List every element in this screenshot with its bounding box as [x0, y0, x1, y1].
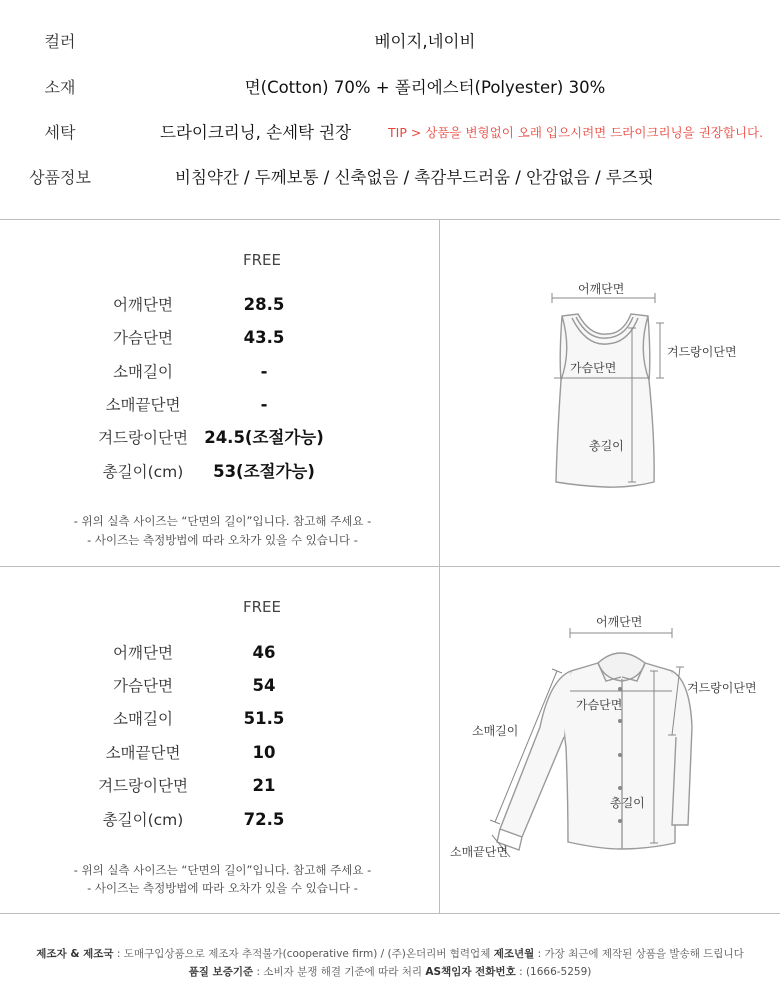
info-row-product — [0, 163, 780, 193]
divider-bottom — [0, 913, 780, 914]
material-label: 소재 — [44, 78, 76, 97]
info-row-wash — [0, 118, 780, 148]
shirt-row-cuff — [0, 738, 439, 768]
shirt-diagram-sleeve-label: 소매길이 — [472, 724, 519, 738]
footer-year-value: : 가장 최근에 제작된 상품을 발송해 드립니다 — [534, 948, 744, 960]
vest-value-armhole: 24.5(조절가능) — [204, 428, 324, 447]
shirt-note-2: - 사이즈는 측정방법에 따라 오차가 있을 수 있습니다 - — [87, 881, 358, 895]
divider-vertical-bottom — [439, 567, 440, 913]
divider-vertical-top — [439, 220, 440, 566]
vest-size-header: FREE — [242, 251, 281, 269]
shirt-row-sleeve — [0, 704, 439, 734]
color-label: 컬러 — [44, 32, 76, 51]
vest-note-1: - 위의 실측 사이즈는 “단면의 길이”입니다. 참고해 주세요 - — [73, 514, 372, 528]
shirt-size-table — [0, 567, 439, 913]
wash-label: 세탁 — [44, 123, 76, 142]
shirt-size-header: FREE — [242, 598, 281, 616]
shirt-diagram-length-label: 총길이 — [610, 796, 645, 810]
vest-row-sleeve — [0, 357, 439, 387]
vest-row-length — [0, 457, 439, 487]
shirt-value-cuff: 10 — [252, 743, 276, 762]
shirt-label-sleeve: 소매길이 — [113, 710, 173, 728]
wash-tip: TIP > 상품을 변형없이 오래 입으시려면 드라이크리닝을 권장합니다. — [388, 125, 764, 140]
wash-value: 드라이크리닝, 손세탁 권장 — [160, 123, 352, 142]
footer-maker-label: 제조자 & 제조국 — [36, 948, 114, 960]
vest-label-sleeve: 소매길이 — [113, 363, 173, 381]
vest-note-2: - 사이즈는 측정방법에 따라 오차가 있을 수 있습니다 - — [87, 533, 358, 547]
shirt-label-shoulder: 어깨단면 — [113, 644, 173, 662]
shirt-row-armhole — [0, 771, 439, 801]
vest-row-shoulder — [0, 290, 439, 320]
shirt-value-armhole: 21 — [252, 776, 276, 795]
vest-value-length: 53(조절가능) — [213, 462, 315, 481]
info-row-color — [0, 27, 780, 57]
shirt-label-armhole: 겨드랑이단면 — [98, 777, 188, 795]
vest-diagram-shoulder-label: 어깨단면 — [578, 282, 625, 296]
vest-value-sleeve: - — [260, 362, 268, 381]
shirt-diagram-shoulder-label: 어깨단면 — [596, 615, 643, 629]
vest-diagram-chest-label: 가슴단면 — [570, 361, 617, 375]
footer-as-value: : (1666-5259) — [515, 966, 592, 978]
shirt-row-length — [0, 805, 439, 835]
vest-row-chest — [0, 323, 439, 353]
footer-as-label: AS책임자 전화번호 — [425, 966, 516, 978]
shirt-note-1: - 위의 실측 사이즈는 “단면의 길이”입니다. 참고해 주세요 - — [73, 863, 372, 877]
product-label: 상품정보 — [29, 168, 91, 187]
vest-illustration — [440, 220, 780, 566]
product-value: 비침약간 / 두께보통 / 신축없음 / 촉감부드러움 / 안감없음 / 루즈핏 — [175, 168, 654, 187]
shirt-diagram-chest-label: 가슴단면 — [576, 698, 623, 712]
vest-row-cuff — [0, 390, 439, 420]
vest-diagram — [440, 220, 780, 566]
shirt-value-shoulder: 46 — [252, 643, 276, 662]
shirt-diagram-cuff-label: 소매끝단면 — [450, 845, 508, 859]
shirt-label-length: 총길이(cm) — [102, 811, 184, 829]
shirt-size-header-row — [0, 592, 439, 622]
footer-year-label: 제조년월 — [493, 948, 535, 960]
shirt-diagram-armhole-label: 겨드랑이단면 — [687, 681, 757, 695]
vest-label-cuff: 소매끝단면 — [105, 396, 181, 414]
vest-row-armhole — [0, 423, 439, 453]
shirt-value-chest: 54 — [252, 676, 276, 695]
footer-maker-value: : 도매구입상품으로 제조자 추적불가(cooperative firm) / (주)온더리버 협력업체 — [113, 948, 494, 960]
shirt-value-length: 72.5 — [243, 810, 285, 829]
info-row-material — [0, 73, 780, 103]
shirt-value-sleeve: 51.5 — [243, 709, 285, 728]
vest-diagram-armhole-label: 겨드랑이단면 — [667, 345, 737, 359]
shirt-label-chest: 가슴단면 — [113, 677, 173, 695]
vest-value-shoulder: 28.5 — [243, 295, 285, 314]
vest-label-chest: 가슴단면 — [113, 329, 173, 347]
material-value: 면(Cotton) 70% + 폴리에스터(Polyester) 30% — [244, 78, 606, 97]
vest-size-header-row — [0, 245, 439, 275]
footer-quality-label: 품질 보증기준 — [188, 966, 254, 978]
vest-value-chest: 43.5 — [243, 328, 285, 347]
footer-quality-value: : 소비자 분쟁 해결 기준에 따라 처리 — [253, 966, 426, 978]
vest-diagram-length-label: 총길이 — [589, 439, 624, 453]
vest-value-cuff: - — [260, 395, 268, 414]
shirt-row-chest — [0, 671, 439, 701]
shirt-diagram — [440, 567, 780, 913]
shirt-row-shoulder — [0, 638, 439, 668]
vest-label-armhole: 겨드랑이단면 — [98, 429, 188, 447]
color-value: 베이지,네이비 — [374, 32, 476, 51]
shirt-label-cuff: 소매끝단면 — [105, 744, 181, 762]
vest-size-table — [0, 220, 439, 566]
footer-line-2 — [0, 964, 780, 979]
footer-line-1 — [0, 946, 780, 961]
vest-label-shoulder: 어깨단면 — [113, 296, 173, 314]
vest-label-length: 총길이(cm) — [102, 463, 184, 481]
